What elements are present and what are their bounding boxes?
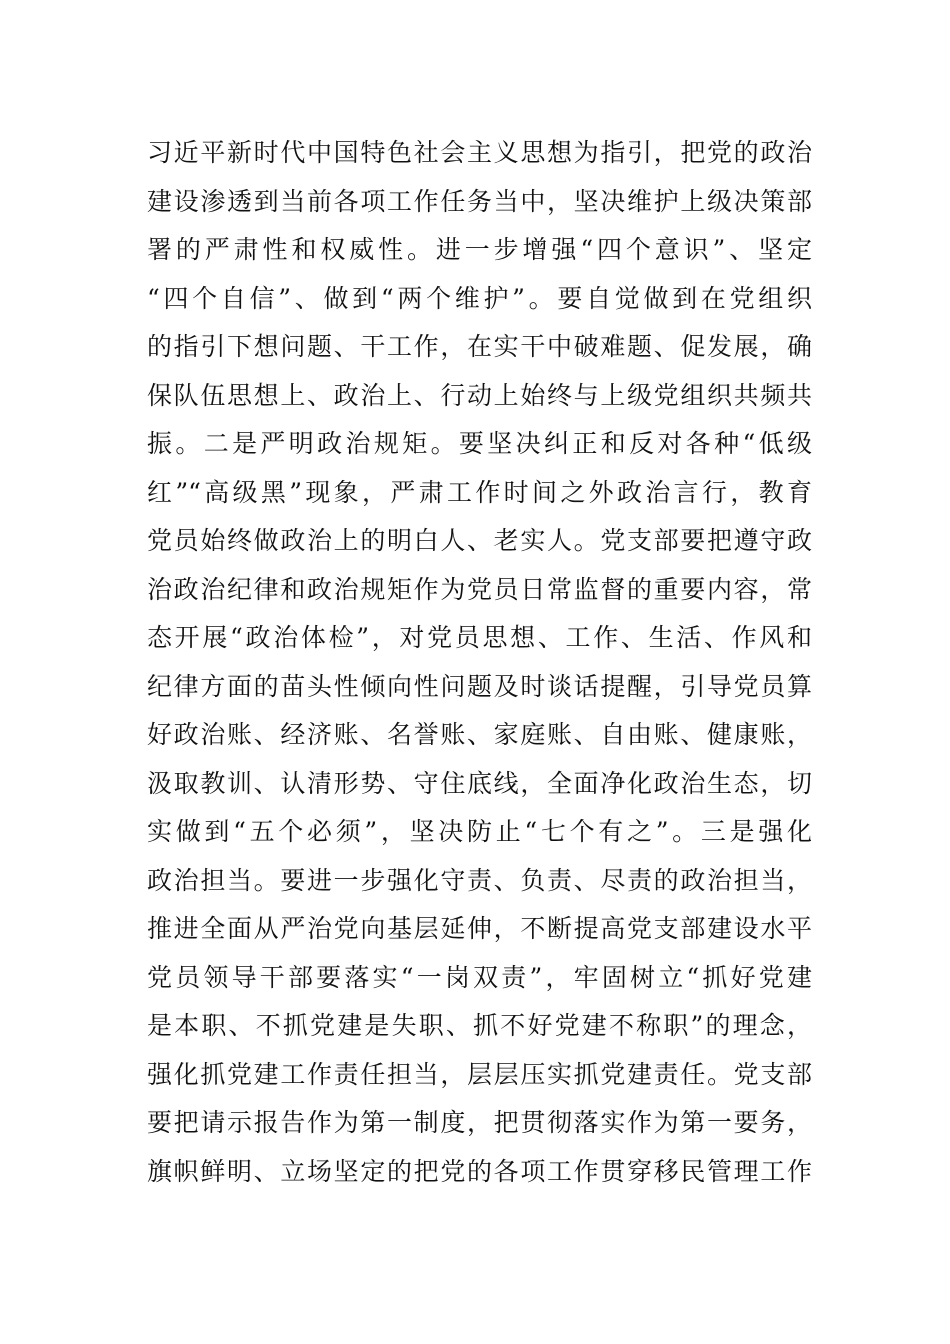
text-line: 强化抓党建工作责任担当，层层压实抓党建责任。党支部 <box>147 1059 812 1089</box>
text-line: 署的严肃性和权威性。进一步增强“四个意识”、坚定 <box>147 235 812 264</box>
text-line: 推进全面从严治党向基层延伸，不断提高党支部建设水平 <box>147 914 812 943</box>
text-line: 振。二是严明政治规矩。要坚决纠正和反对各种“低级 <box>147 429 812 458</box>
text-line: 态开展“政治体检”，对党员思想、工作、生活、作风和 <box>147 623 812 652</box>
text-line: 政治担当。要进一步强化守责、负责、尽责的政治担当， <box>147 865 812 895</box>
text-line: 要把请示报告作为第一制度，把贯彻落实作为第一要务， <box>147 1108 812 1137</box>
text-line: 建设渗透到当前各项工作任务当中，坚决维护上级决策部 <box>147 186 812 216</box>
text-line: 保队伍思想上、政治上、行动上始终与上级党组织共频共 <box>147 380 812 410</box>
text-line: “四个自信”、做到“两个维护”。要自觉做到在党组织 <box>147 283 812 313</box>
body-paragraph <box>147 129 812 1196</box>
text-line: 党员领导干部要落实“一岗双责”，牢固树立“抓好党建 <box>147 962 812 992</box>
text-line: 治政治纪律和政治规矩作为党员日常监督的重要内容，常 <box>147 574 812 604</box>
text-line: 旗帜鲜明、立场坚定的把党的各项工作贯穿移民管理工作 <box>147 1156 812 1186</box>
text-line: 好政治账、经济账、名誉账、家庭账、自由账、健康账， <box>147 720 812 749</box>
text-line: 党员始终做政治上的明白人、老实人。党支部要把遵守政 <box>147 526 812 555</box>
text-line: 是本职、不抓党建是失职、抓不好党建不称职”的理念， <box>147 1011 812 1040</box>
text-line: 习近平新时代中国特色社会主义思想为指引，把党的政治 <box>147 138 812 167</box>
text-line: 的指引下想问题、干工作，在实干中破难题、促发展，确 <box>147 332 812 361</box>
text-line: 汲取教训、认清形势、守住底线，全面净化政治生态，切 <box>147 768 812 798</box>
text-line: 纪律方面的苗头性倾向性问题及时谈话提醒，引导党员算 <box>147 671 812 701</box>
text-line: 红”“高级黑”现象，严肃工作时间之外政治言行，教育 <box>147 477 812 507</box>
text-line: 实做到“五个必须”，坚决防止“七个有之”。三是强化 <box>147 817 812 846</box>
